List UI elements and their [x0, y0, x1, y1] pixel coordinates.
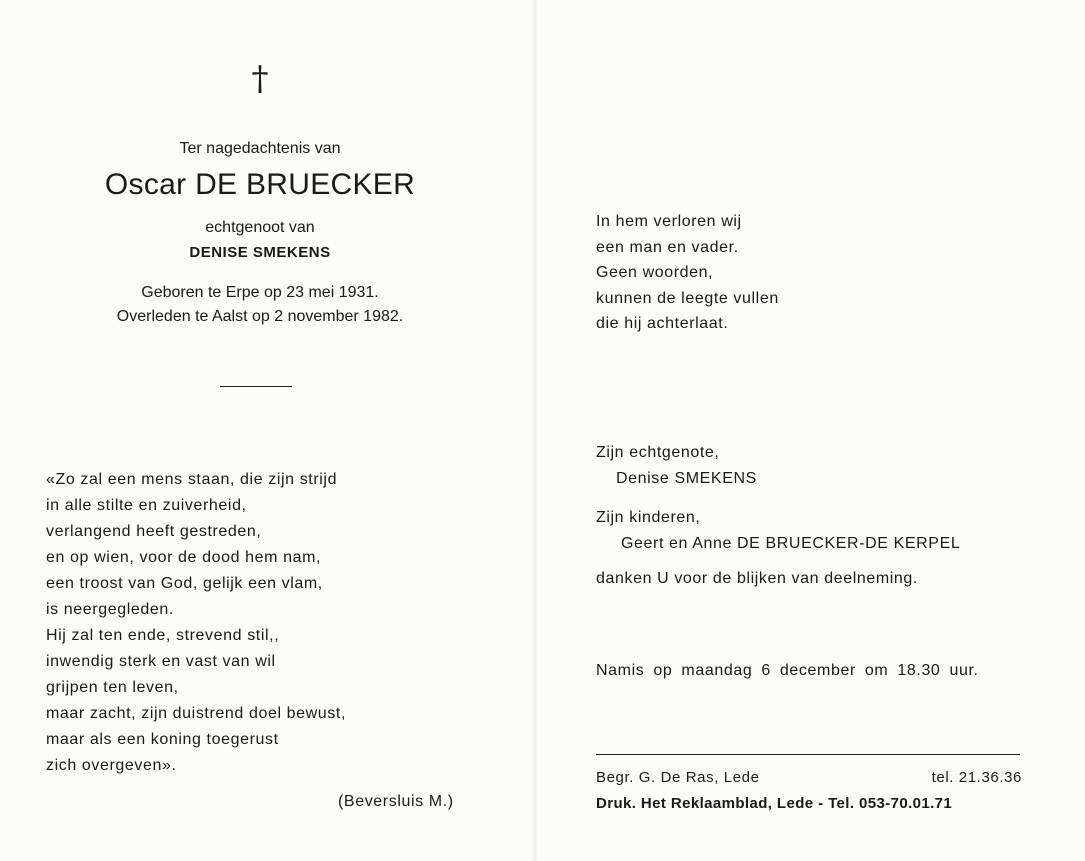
wife-label: Zijn echtgenote, [596, 444, 720, 461]
undertaker-phone: tel. 21.36.36 [931, 769, 1022, 786]
spouse-name: DENISE SMEKENS [189, 244, 331, 261]
poem-line: en op wien, voor de dood hem nam, [46, 549, 322, 566]
poem-line: inwendig sterk en vast van wil [46, 653, 276, 670]
verse-line: Geen woorden, [596, 264, 714, 281]
divider [220, 386, 292, 387]
wife-name: Denise SMEKENS [616, 470, 757, 487]
memorial-intro: Ter nagedachtenis van [179, 140, 341, 157]
verse-line: kunnen de leegte vullen [596, 289, 779, 307]
poem-line: maar zacht, zijn duistrend doel bewust, [46, 705, 346, 722]
verse-line: In hem verloren wij [596, 213, 742, 230]
verse-line: die hij achterlaat. [596, 315, 729, 332]
deceased-name: Oscar DE BRUECKER [104, 168, 416, 201]
undertaker: Begr. G. De Ras, Lede [596, 769, 760, 786]
verse [596, 209, 779, 337]
poem-line: «Zo zal een mens staan, die zijn strijd [46, 471, 338, 488]
card-fold [532, 0, 538, 861]
poem [46, 467, 346, 779]
funeral-notice: Namis op maandag 6 december om 18.30 uur. [596, 662, 979, 679]
poem-line: Hij zal ten ende, strevend stil,, [46, 627, 280, 644]
poem-line: een troost van God, gelijk een vlam, [46, 575, 323, 592]
printer-credit: Druk. Het Reklaamblad, Lede - Tel. 053-70.01.71 [596, 795, 953, 812]
death-line: Overleden te Aalst op 2 november 1982. [116, 308, 404, 325]
verse-line: een man en vader. [596, 238, 739, 256]
thanks-line: danken U voor de blijken van deelneming. [596, 570, 918, 587]
spouse-label: echtgenoot van [205, 219, 315, 236]
poem-line: is neergegleden. [46, 601, 174, 618]
birth-line: Geboren te Erpe op 23 mei 1931. [141, 284, 379, 301]
poem-line: maar als een koning toegerust [46, 731, 279, 748]
cross-icon: † [251, 59, 269, 99]
poem-line: grijpen ten leven, [46, 679, 179, 696]
footer-divider [596, 754, 1020, 755]
poem-author: (Beversluis M.) [338, 793, 454, 810]
poem-line: verlangend heeft gestreden, [46, 523, 262, 540]
children-label: Zijn kinderen, [596, 509, 701, 526]
poem-line: in alle stilte en zuiverheid, [46, 497, 247, 514]
poem-line: zich overgeven». [46, 757, 177, 774]
children-names: Geert en Anne DE BRUECKER-DE KERPEL [621, 535, 961, 552]
right-page [548, 0, 1085, 861]
left-page [0, 0, 520, 861]
